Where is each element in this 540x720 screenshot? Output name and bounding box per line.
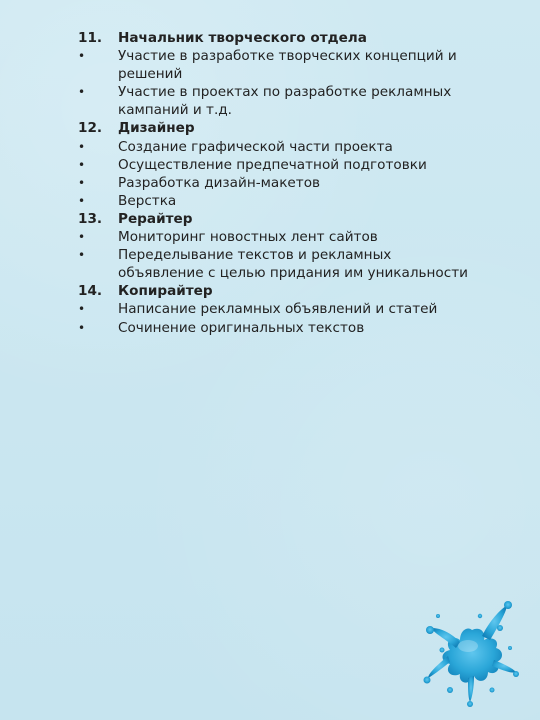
bullet-marker: • [78, 85, 86, 100]
list-heading-13 [78, 210, 518, 228]
bullet-marker: • [78, 175, 86, 190]
list-item-text: Создание графической части проекта [118, 138, 393, 155]
list-item-text: Участие в разработке творческих концепций и решений [118, 48, 457, 83]
list-item-text: Переделывание текстов и рекламных объявление с целью придания им уникальности [118, 247, 468, 282]
bullet-marker: • [78, 320, 86, 335]
list-item [78, 246, 518, 282]
bullet-marker: • [78, 49, 86, 64]
list-item [78, 138, 518, 156]
list-item [78, 300, 518, 318]
list-heading-text: Рерайтер [118, 210, 193, 227]
list-item [78, 47, 518, 83]
list-item-text: Участие в проектах по разработке рекламных кампаний и т.д. [118, 84, 452, 119]
bullet-marker: • [78, 230, 86, 245]
list-heading-text: Дизайнер [118, 120, 195, 137]
list-heading-12 [78, 119, 518, 137]
list-number: 14. [78, 283, 103, 300]
paint-splash-icon [420, 598, 520, 708]
list-heading-text: Начальник творческого отдела [118, 30, 367, 46]
list-item [78, 192, 518, 210]
list-item-text: Верстка [118, 192, 177, 209]
list-item-text: Сочинение оригинальных текстов [118, 319, 365, 336]
list-heading-14 [78, 282, 518, 300]
list-item-text: Мониторинг новостных лент сайтов [118, 229, 378, 246]
list-number: 11. [78, 30, 103, 46]
list-item [78, 319, 518, 337]
job-duties-list [78, 29, 518, 337]
list-number: 13. [78, 210, 103, 227]
list-item [78, 228, 518, 246]
bullet-marker: • [78, 248, 86, 263]
list-item [78, 156, 518, 174]
list-item [78, 174, 518, 192]
list-heading-11 [78, 29, 518, 47]
bullet-marker: • [78, 193, 86, 208]
list-item-text: Осуществление предпечатной подготовки [118, 156, 427, 173]
list-heading-text: Копирайтер [118, 283, 213, 300]
list-item-text: Разработка дизайн-макетов [118, 174, 321, 191]
bullet-marker: • [78, 139, 86, 154]
bullet-marker: • [78, 302, 86, 317]
list-item [78, 83, 518, 119]
bullet-marker: • [78, 157, 86, 172]
list-item-text: Написание рекламных объявлений и статей [118, 301, 438, 318]
list-number: 12. [78, 120, 103, 137]
